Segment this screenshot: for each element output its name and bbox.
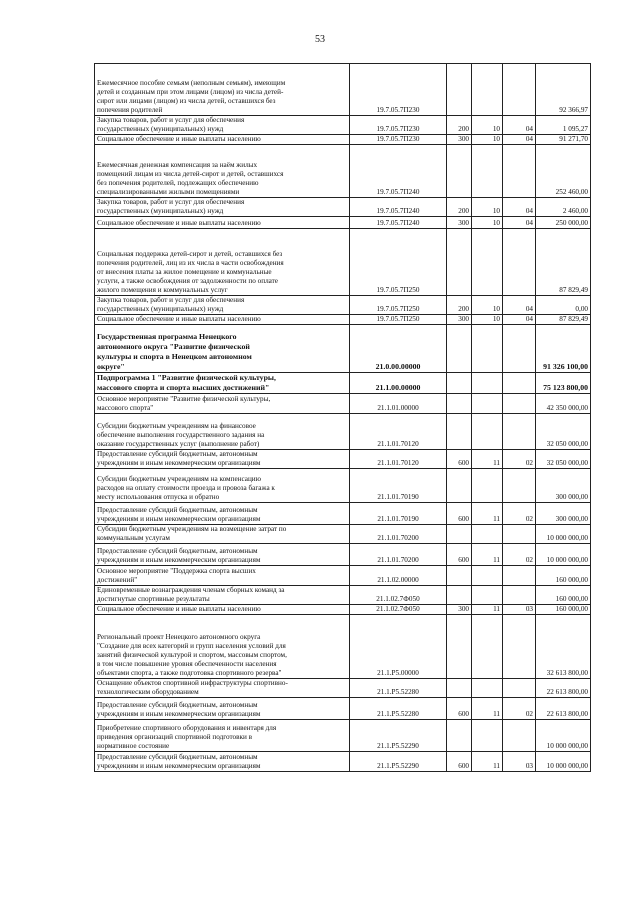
target-article-cell: 19.7.05.7П250 bbox=[350, 296, 447, 315]
row-name-line: учреждениям и иным некоммерческим организациям bbox=[97, 515, 261, 523]
section-cell bbox=[472, 394, 503, 414]
amount-cell: 250 000,00 bbox=[536, 217, 591, 229]
table-row bbox=[95, 525, 591, 544]
section-cell bbox=[472, 64, 503, 116]
subsection-cell: 04 bbox=[503, 315, 536, 325]
table-row bbox=[95, 615, 591, 679]
table-row bbox=[95, 698, 591, 720]
row-name-line: технологическим оборудованием bbox=[97, 688, 199, 696]
subsection-cell: 03 bbox=[503, 752, 536, 772]
subsection-cell: 02 bbox=[503, 544, 536, 566]
amount-cell: 300 000,00 bbox=[536, 469, 591, 503]
row-name-line: Основное мероприятие "Поддержка спорта высших bbox=[97, 567, 256, 575]
row-name-line: детей и созданным при этом лицами (лицом) из числа детей- bbox=[97, 88, 284, 96]
table-row bbox=[95, 503, 591, 525]
row-name-line: Государственная программа Ненецкого bbox=[97, 332, 237, 341]
row-name-cell bbox=[95, 135, 350, 145]
row-name-line: достигнутые спортивные результаты bbox=[97, 595, 210, 603]
expense-type-cell bbox=[447, 373, 472, 394]
row-name-line: учреждениям и иным некоммерческим организациям bbox=[97, 459, 261, 467]
row-name-line: месту использования отпуска и обратно bbox=[97, 493, 220, 501]
target-article-cell: 21.1.Р5.52290 bbox=[350, 720, 447, 752]
row-name-line: Закупка товаров, работ и услуг для обеспечения bbox=[97, 198, 245, 206]
row-name-line: Ежемесячное пособие семьям (неполным семьям), имеющим bbox=[97, 79, 286, 87]
amount-cell: 160 000,00 bbox=[536, 566, 591, 586]
amount-cell: 22 613 800,00 bbox=[536, 679, 591, 698]
table-row bbox=[95, 566, 591, 586]
subsection-cell: 02 bbox=[503, 503, 536, 525]
row-name-line: учреждениям и иным некоммерческим организациям bbox=[97, 762, 261, 770]
row-name-line: объектами спорта, а также подготовка спортивного резерва" bbox=[97, 669, 282, 677]
expense-type-cell: 600 bbox=[447, 544, 472, 566]
row-name-line: Социальное обеспечение и иные выплаты населению bbox=[97, 219, 261, 227]
table-row bbox=[95, 544, 591, 566]
row-name-line: Предоставление субсидий бюджетным, автономным bbox=[97, 753, 258, 761]
row-name-line: государственных (муниципальных) нужд bbox=[97, 125, 224, 133]
row-name-cell bbox=[95, 116, 350, 135]
section-cell: 10 bbox=[472, 315, 503, 325]
expense-type-cell: 600 bbox=[447, 698, 472, 720]
expense-type-cell: 600 bbox=[447, 503, 472, 525]
target-article-cell: 19.7.05.7П250 bbox=[350, 315, 447, 325]
expense-type-cell bbox=[447, 566, 472, 586]
target-article-cell: 21.1.Р5.52290 bbox=[350, 752, 447, 772]
row-name-cell bbox=[95, 373, 350, 394]
row-name-line: попечения родителей bbox=[97, 106, 163, 114]
expense-type-cell bbox=[447, 615, 472, 679]
subsection-cell bbox=[503, 229, 536, 296]
row-name-line: Предоставление субсидий бюджетным, автономным bbox=[97, 547, 258, 555]
row-name-cell bbox=[95, 698, 350, 720]
section-cell: 11 bbox=[472, 698, 503, 720]
row-name-line: Социальное обеспечение и иные выплаты населению bbox=[97, 135, 261, 143]
row-name-line: от внесения платы за жилое помещение и коммунальные bbox=[97, 268, 272, 276]
subsection-cell bbox=[503, 373, 536, 394]
target-article-cell: 21.1.01.70200 bbox=[350, 544, 447, 566]
subsection-cell bbox=[503, 525, 536, 544]
amount-cell: 160 000,00 bbox=[536, 586, 591, 605]
row-name-line: достижений" bbox=[97, 576, 138, 584]
section-cell: 10 bbox=[472, 116, 503, 135]
amount-cell: 75 123 800,00 bbox=[536, 373, 591, 394]
row-name-cell bbox=[95, 544, 350, 566]
amount-cell: 32 613 800,00 bbox=[536, 615, 591, 679]
table-row bbox=[95, 586, 591, 605]
section-cell bbox=[472, 586, 503, 605]
section-cell bbox=[472, 469, 503, 503]
target-article-cell: 21.1.Р5.52280 bbox=[350, 679, 447, 698]
section-cell: 10 bbox=[472, 198, 503, 217]
row-name-line: Оснащение объектов спортивной инфраструктуры спортивно- bbox=[97, 679, 288, 687]
row-name-cell bbox=[95, 752, 350, 772]
target-article-cell: 21.1.02.00000 bbox=[350, 566, 447, 586]
row-name-line: коммунальным услугам bbox=[97, 534, 170, 542]
section-cell bbox=[472, 525, 503, 544]
row-name-cell bbox=[95, 586, 350, 605]
subsection-cell: 04 bbox=[503, 296, 536, 315]
amount-cell: 160 000,00 bbox=[536, 605, 591, 615]
section-cell: 10 bbox=[472, 217, 503, 229]
target-article-cell: 21.1.Р5.00000 bbox=[350, 615, 447, 679]
row-name-cell bbox=[95, 720, 350, 752]
table-row bbox=[95, 394, 591, 414]
amount-cell: 300 000,00 bbox=[536, 503, 591, 525]
row-name-cell bbox=[95, 566, 350, 586]
section-cell: 10 bbox=[472, 296, 503, 315]
row-name-cell bbox=[95, 414, 350, 450]
subsection-cell bbox=[503, 720, 536, 752]
row-name-cell bbox=[95, 198, 350, 217]
row-name-line: помещений лицам из числа детей-сирот и детей, оставшихся bbox=[97, 170, 284, 178]
expense-type-cell bbox=[447, 145, 472, 198]
row-name-line: "Создание для всех категорий и групп населения условий для bbox=[97, 642, 286, 650]
amount-cell: 10 000 000,00 bbox=[536, 752, 591, 772]
amount-cell: 92 366,97 bbox=[536, 64, 591, 116]
section-cell: 11 bbox=[472, 752, 503, 772]
table-row bbox=[95, 229, 591, 296]
row-name-line: автономного округа "Развитие физической bbox=[97, 342, 250, 351]
table-row bbox=[95, 145, 591, 198]
row-name-line: Субсидии бюджетным учреждениям на финансовое bbox=[97, 422, 256, 430]
row-name-cell bbox=[95, 315, 350, 325]
amount-cell: 22 613 800,00 bbox=[536, 698, 591, 720]
subsection-cell bbox=[503, 414, 536, 450]
expense-type-cell: 600 bbox=[447, 752, 472, 772]
table-row bbox=[95, 414, 591, 450]
expense-type-cell bbox=[447, 720, 472, 752]
amount-cell: 1 095,27 bbox=[536, 116, 591, 135]
table-row bbox=[95, 296, 591, 315]
amount-cell: 2 460,00 bbox=[536, 198, 591, 217]
row-name-line: расходов на оплату стоимости проезда и провоза багажа к bbox=[97, 484, 275, 492]
target-article-cell: 21.1.Р5.52280 bbox=[350, 698, 447, 720]
amount-cell: 32 050 000,00 bbox=[536, 450, 591, 469]
row-name-line: Региональный проект Ненецкого автономного округа bbox=[97, 633, 261, 641]
row-name-line: Субсидии бюджетным учреждениям на возмещение затрат по bbox=[97, 525, 287, 533]
expense-type-cell bbox=[447, 325, 472, 373]
subsection-cell: 04 bbox=[503, 198, 536, 217]
row-name-line: Подпрограмма 1 "Развитие физической культуры, bbox=[97, 373, 276, 382]
target-article-cell: 19.7.05.7П240 bbox=[350, 145, 447, 198]
row-name-line: попечения родителей, лиц из их числа в части освобождения bbox=[97, 259, 284, 267]
row-name-cell bbox=[95, 394, 350, 414]
subsection-cell bbox=[503, 615, 536, 679]
table-row bbox=[95, 198, 591, 217]
section-cell bbox=[472, 373, 503, 394]
row-name-line: сирот или лицами (лицом) из числа детей, оставшихся без bbox=[97, 97, 276, 105]
expense-type-cell bbox=[447, 394, 472, 414]
expense-type-cell: 300 bbox=[447, 217, 472, 229]
row-name-line: Предоставление субсидий бюджетным, автономным bbox=[97, 701, 258, 709]
target-article-cell: 19.7.05.7П240 bbox=[350, 198, 447, 217]
target-article-cell: 21.1.01.70200 bbox=[350, 525, 447, 544]
table-row bbox=[95, 720, 591, 752]
row-name-cell bbox=[95, 469, 350, 503]
row-name-line: Социальная поддержка детей-сирот и детей, оставшихся без bbox=[97, 250, 283, 258]
row-name-cell bbox=[95, 325, 350, 373]
subsection-cell bbox=[503, 64, 536, 116]
row-name-line: округе" bbox=[97, 362, 125, 371]
section-cell bbox=[472, 145, 503, 198]
subsection-cell: 03 bbox=[503, 605, 536, 615]
row-name-line: нормативное состояние bbox=[97, 742, 170, 750]
target-article-cell: 21.1.01.70120 bbox=[350, 450, 447, 469]
table-row bbox=[95, 752, 591, 772]
row-name-line: учреждениям и иным некоммерческим организациям bbox=[97, 556, 261, 564]
section-cell bbox=[472, 229, 503, 296]
row-name-line: учреждениям и иным некоммерческим организациям bbox=[97, 710, 261, 718]
row-name-line: Единовременные вознаграждения членам сборных команд за bbox=[97, 586, 285, 594]
amount-cell: 91 326 100,00 bbox=[536, 325, 591, 373]
subsection-cell bbox=[503, 145, 536, 198]
row-name-line: приведения организаций спортивной подготовки в bbox=[97, 733, 253, 741]
table-row bbox=[95, 325, 591, 373]
row-name-line: жилого помещения и коммунальных услуг bbox=[97, 286, 228, 294]
row-name-line: массового спорта и спорта высших достижений" bbox=[97, 383, 270, 392]
section-cell: 11 bbox=[472, 544, 503, 566]
section-cell: 11 bbox=[472, 605, 503, 615]
row-name-line: специализированными жилыми помещениями bbox=[97, 188, 240, 196]
section-cell bbox=[472, 325, 503, 373]
row-name-line: без попечения родителей, подлежащих обеспечению bbox=[97, 179, 259, 187]
target-article-cell: 21.1.02.7Ф050 bbox=[350, 586, 447, 605]
target-article-cell: 21.1.01.70120 bbox=[350, 414, 447, 450]
table-row bbox=[95, 135, 591, 145]
page-number: 53 bbox=[315, 34, 325, 45]
expense-type-cell bbox=[447, 586, 472, 605]
row-name-cell bbox=[95, 679, 350, 698]
expense-type-cell bbox=[447, 229, 472, 296]
amount-cell: 91 271,70 bbox=[536, 135, 591, 145]
row-name-line: Предоставление субсидий бюджетным, автономным bbox=[97, 506, 258, 514]
table-row bbox=[95, 605, 591, 615]
row-name-line: Закупка товаров, работ и услуг для обеспечения bbox=[97, 296, 245, 304]
row-name-cell bbox=[95, 217, 350, 229]
row-name-line: услуги, а также освобождения от задолженности по оплате bbox=[97, 277, 278, 285]
amount-cell: 10 000 000,00 bbox=[536, 544, 591, 566]
amount-cell: 32 050 000,00 bbox=[536, 414, 591, 450]
row-name-line: Основное мероприятие "Развитие физической культуры, bbox=[97, 395, 271, 403]
target-article-cell: 19.7.05.7П230 bbox=[350, 64, 447, 116]
budget-table bbox=[94, 63, 591, 772]
row-name-cell bbox=[95, 450, 350, 469]
budget-table-body bbox=[95, 64, 591, 772]
target-article-cell: 19.7.05.7П250 bbox=[350, 229, 447, 296]
row-name-line: Приобретение спортивного оборудования и инвентаря для bbox=[97, 724, 277, 732]
table-row bbox=[95, 450, 591, 469]
target-article-cell: 21.1.01.70190 bbox=[350, 469, 447, 503]
row-name-line: в том числе повышение уровня обеспеченности населения bbox=[97, 660, 277, 668]
amount-cell: 87 829,49 bbox=[536, 315, 591, 325]
expense-type-cell: 300 bbox=[447, 315, 472, 325]
subsection-cell: 04 bbox=[503, 217, 536, 229]
target-article-cell: 21.1.01.00000 bbox=[350, 394, 447, 414]
row-name-cell bbox=[95, 503, 350, 525]
row-name-line: оказание государственных услуг (выполнение работ) bbox=[97, 440, 260, 448]
expense-type-cell bbox=[447, 64, 472, 116]
row-name-cell bbox=[95, 64, 350, 116]
row-name-line: Ежемесячная денежная компенсация за наём жилых bbox=[97, 161, 258, 169]
row-name-cell bbox=[95, 525, 350, 544]
row-name-line: Социальное обеспечение и иные выплаты населению bbox=[97, 315, 261, 323]
amount-cell: 10 000 000,00 bbox=[536, 720, 591, 752]
row-name-cell bbox=[95, 605, 350, 615]
row-name-cell bbox=[95, 145, 350, 198]
expense-type-cell: 200 bbox=[447, 296, 472, 315]
subsection-cell bbox=[503, 394, 536, 414]
section-cell bbox=[472, 720, 503, 752]
target-article-cell: 19.7.05.7П240 bbox=[350, 217, 447, 229]
row-name-cell bbox=[95, 296, 350, 315]
expense-type-cell: 200 bbox=[447, 198, 472, 217]
section-cell: 10 bbox=[472, 135, 503, 145]
expense-type-cell bbox=[447, 469, 472, 503]
target-article-cell: 21.1.02.7Ф050 bbox=[350, 605, 447, 615]
subsection-cell: 04 bbox=[503, 116, 536, 135]
table-row bbox=[95, 64, 591, 116]
row-name-line: культуры и спорта в Ненецком автономном bbox=[97, 352, 252, 361]
amount-cell: 10 000 000,00 bbox=[536, 525, 591, 544]
target-article-cell: 19.7.05.7П230 bbox=[350, 135, 447, 145]
table-row bbox=[95, 116, 591, 135]
subsection-cell bbox=[503, 325, 536, 373]
expense-type-cell bbox=[447, 679, 472, 698]
expense-type-cell bbox=[447, 525, 472, 544]
amount-cell: 252 460,00 bbox=[536, 145, 591, 198]
section-cell bbox=[472, 566, 503, 586]
table-row bbox=[95, 315, 591, 325]
target-article-cell: 21.1.01.70190 bbox=[350, 503, 447, 525]
row-name-line: государственных (муниципальных) нужд bbox=[97, 207, 224, 215]
row-name-line: обеспечение выполнения государственного задания на bbox=[97, 431, 265, 439]
expense-type-cell: 300 bbox=[447, 135, 472, 145]
target-article-cell: 21.0.00.00000 bbox=[350, 325, 447, 373]
amount-cell: 42 350 000,00 bbox=[536, 394, 591, 414]
section-cell bbox=[472, 615, 503, 679]
row-name-line: занятий физической культурой и спортом, массовым спортом, bbox=[97, 651, 287, 659]
subsection-cell: 02 bbox=[503, 450, 536, 469]
row-name-cell bbox=[95, 229, 350, 296]
amount-cell: 87 829,49 bbox=[536, 229, 591, 296]
section-cell: 11 bbox=[472, 503, 503, 525]
amount-cell: 0,00 bbox=[536, 296, 591, 315]
section-cell: 11 bbox=[472, 450, 503, 469]
row-name-line: Социальное обеспечение и иные выплаты населению bbox=[97, 605, 261, 613]
table-row bbox=[95, 469, 591, 503]
row-name-line: массового спорта" bbox=[97, 404, 154, 412]
target-article-cell: 21.1.00.00000 bbox=[350, 373, 447, 394]
expense-type-cell: 300 bbox=[447, 605, 472, 615]
row-name-line: Предоставление субсидий бюджетным, автономным bbox=[97, 450, 258, 458]
section-cell bbox=[472, 679, 503, 698]
target-article-cell: 19.7.05.7П230 bbox=[350, 116, 447, 135]
expense-type-cell: 200 bbox=[447, 116, 472, 135]
expense-type-cell: 600 bbox=[447, 450, 472, 469]
subsection-cell: 02 bbox=[503, 698, 536, 720]
row-name-line: Субсидии бюджетным учреждениям на компенсацию bbox=[97, 475, 262, 483]
row-name-line: государственных (муниципальных) нужд bbox=[97, 305, 224, 313]
subsection-cell bbox=[503, 469, 536, 503]
subsection-cell bbox=[503, 679, 536, 698]
subsection-cell bbox=[503, 566, 536, 586]
row-name-line: Закупка товаров, работ и услуг для обеспечения bbox=[97, 116, 245, 124]
table-row bbox=[95, 217, 591, 229]
subsection-cell: 04 bbox=[503, 135, 536, 145]
subsection-cell bbox=[503, 586, 536, 605]
expense-type-cell bbox=[447, 414, 472, 450]
row-name-cell bbox=[95, 615, 350, 679]
table-row bbox=[95, 373, 591, 394]
section-cell bbox=[472, 414, 503, 450]
table-row bbox=[95, 679, 591, 698]
